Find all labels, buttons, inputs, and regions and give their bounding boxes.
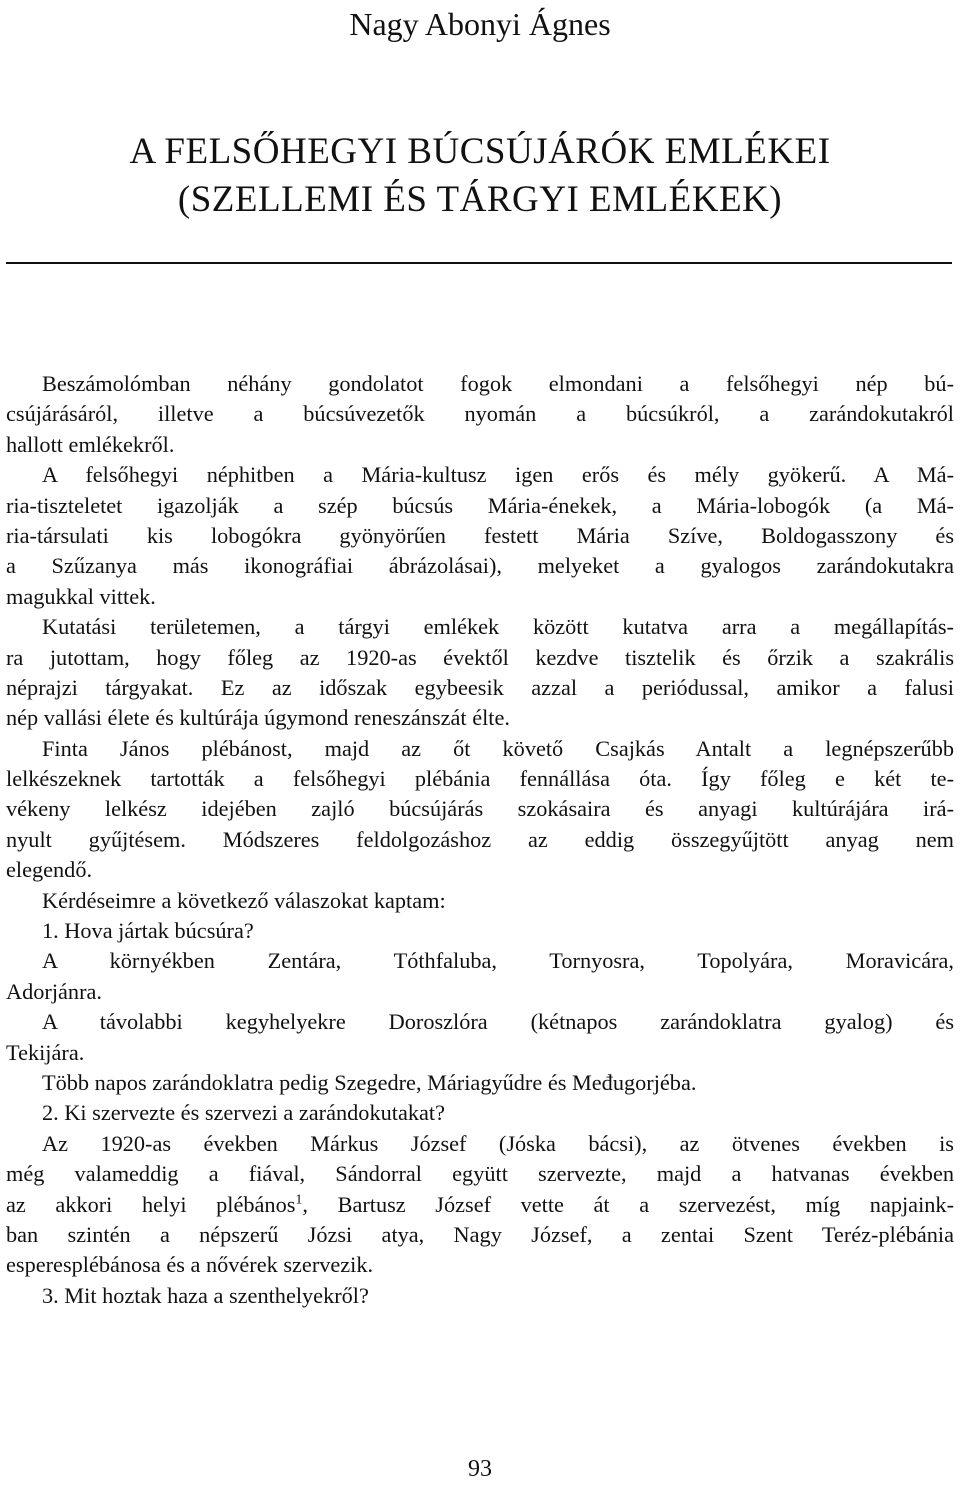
text-line: néprajzi tárgyakat. Ez az időszak egybeesik azzal a periódussal, amikor a falusi	[6, 674, 954, 700]
text-line: még valameddig a fiával, Sándorral együtt szervezte, majd a hatvanas években	[6, 1161, 954, 1187]
title-line-2: (SZELLEMI ÉS TÁRGYI EMLÉKEK)	[177, 179, 783, 220]
text-segment: , Bartusz József vette át a szervezést, míg napjaink-	[302, 1191, 954, 1217]
author-name: Nagy Abonyi Ágnes	[349, 6, 611, 42]
article-body	[6, 369, 954, 1311]
text-line: ban szintén a népszerű Józsi atya, Nagy József, a zentai Szent Teréz-plébánia	[6, 1221, 954, 1247]
article-title	[0, 128, 960, 224]
text-line: lelkészeknek tartották a felsőhegyi plébánia fennállása óta. Így főleg e két te-	[6, 766, 954, 792]
page-number: 93	[468, 1456, 492, 1482]
text-line: Adorjánra.	[6, 978, 102, 1004]
question-2: 2. Ki szervezte és szervezi a zarándokutakat?	[42, 1100, 445, 1126]
text-line: A felsőhegyi néphitben a Mária-kultusz igen erős és mély gyökerű. A Má-	[42, 462, 954, 488]
text-line: Kérdéseimre a következő válaszokat kaptam:	[42, 887, 446, 913]
text-line: A környékben Zentára, Tóthfaluba, Tornyosra, Topolyára, Moravicára,	[42, 948, 954, 974]
text-line: Több napos zarándoklatra pedig Szegedre, Máriagyűdre és Međugorjéba.	[42, 1069, 697, 1095]
text-line: nyult gyűjtésem. Módszeres feldolgozáshoz az eddig összegyűjtött anyag nem	[6, 826, 954, 852]
title-line-1: A FELSŐHEGYI BÚCSÚJÁRÓK EMLÉKEI	[129, 131, 831, 172]
text-line-with-footnote	[6, 1190, 954, 1220]
text-line: magukkal vittek.	[6, 583, 156, 609]
text-line: ria-tiszteletet igazolják a szép búcsús Mária-énekek, a Mária-lobogók (a Má-	[6, 492, 954, 518]
text-line: A távolabbi kegyhelyekre Doroszlóra (kétnapos zarándoklatra gyalog) és	[42, 1009, 954, 1035]
text-line: elegendő.	[6, 857, 93, 883]
text-line: vékeny lelkész idejében zajló búcsújárás szokásaira és anyagi kultúrájára irá-	[6, 796, 954, 822]
text-line: hallott emlékekről.	[6, 431, 175, 457]
text-line: nép vallási élete és kultúrája úgymond reneszánszát élte.	[6, 705, 510, 731]
question-3: 3. Mit hoztak haza a szenthelyekről?	[42, 1282, 369, 1308]
text-line: Kutatási területemen, a tárgyi emlékek között kutatva arra a megállapítás-	[42, 614, 954, 640]
footnote-marker[interactable]: 1	[295, 1192, 303, 1208]
text-line: Az 1920-as években Márkus József (Jóska bácsi), az ötvenes években is	[42, 1130, 954, 1156]
text-line: a Szűzanya más ikonográfiai ábrázolásai), melyeket a gyalogos zarándokutakra	[6, 553, 954, 579]
text-line: esperesplébánosa és a nővérek szervezik.	[6, 1252, 374, 1278]
text-line: Beszámolómban néhány gondolatot fogok elmondani a felsőhegyi nép bú-	[42, 371, 954, 396]
question-1: 1. Hova jártak búcsúra?	[42, 918, 254, 944]
text-line: ria-társulati kis lobogókra gyönyörűen festett Mária Szíve, Boldogasszony és	[6, 522, 954, 548]
text-line: Tekijára.	[6, 1039, 85, 1065]
text-line: csújárásáról, illetve a búcsúvezetők nyomán a búcsúkról, a zarándokutakról	[6, 401, 954, 427]
title-divider	[6, 262, 952, 264]
text-line: ra jutottam, hogy főleg az 1920-as évektől kezdve tisztelik és őrzik a szakrális	[6, 644, 954, 670]
text-segment: az akkori helyi plébános	[6, 1191, 296, 1217]
text-line: Finta János plébánost, majd az őt követő Csajkás Antalt a legnépszerűbb	[42, 735, 954, 761]
